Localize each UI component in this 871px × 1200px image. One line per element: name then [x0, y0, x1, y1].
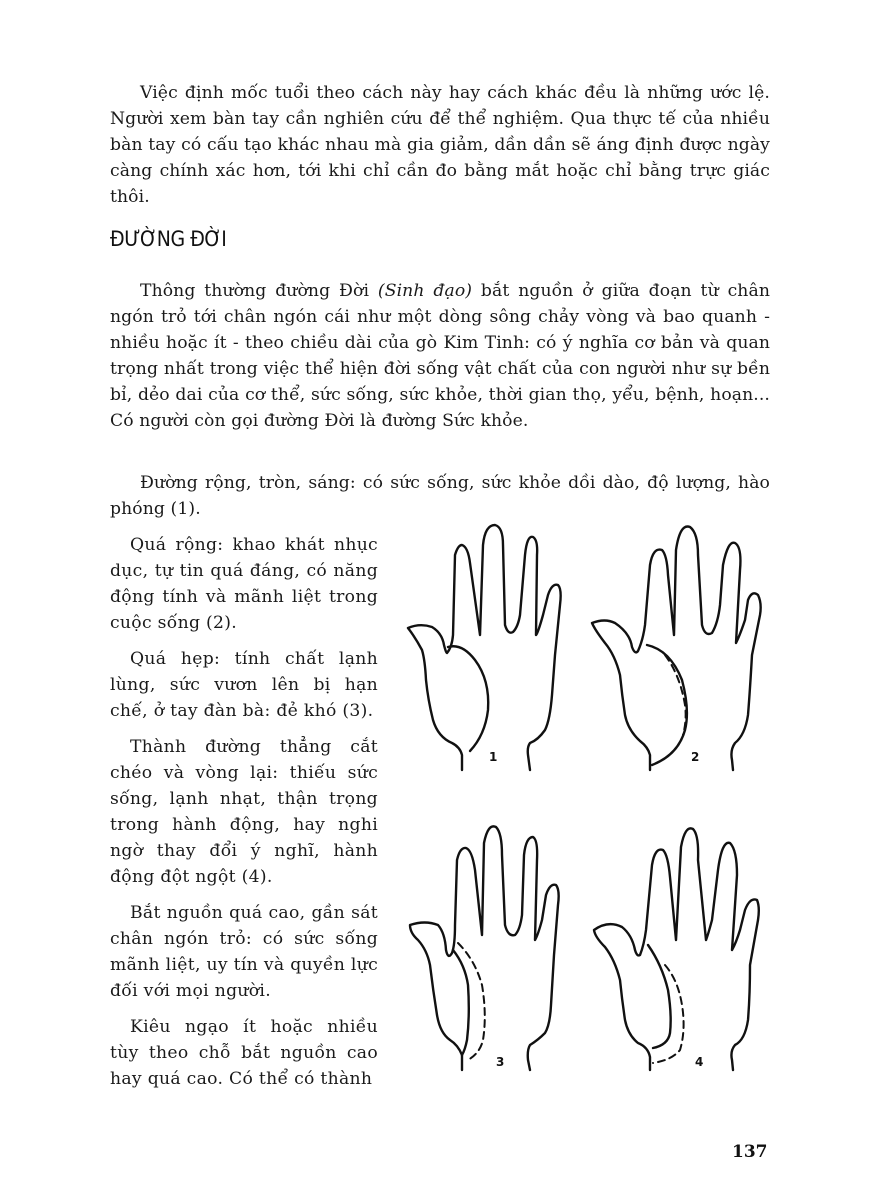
main-text-start: Thông thường đường Đời	[140, 281, 378, 301]
column-paragraph-too-narrow: Quá hẹp: tính chất lạnh lùng, sức vươn lên bị hạn chế, ở tay đàn bà: đẻ khó (3).	[110, 649, 378, 721]
main-text-rest: bắt nguồn ở giữa đoạn từ chân ngón trỏ tới chân ngón cái như một dòng sông chảy vòng và bao quanh - nhiều hoặc ít - theo chiều dài của gò Kim Tinh: có ý nghĩa cơ bản và quan trọng nhất trong việc thể hiện đời sống vật chất của con người như sự bền bỉ, dẻo dai của cơ thể, sức sống, sức khỏe, thời gian thọ, yểu, bệnh, hoạn... Có người còn gọi đường Đời là đường Sức khỏe.	[110, 281, 770, 431]
life-line-intro-paragraph	[110, 278, 770, 434]
section-heading: ĐƯỜNG ĐỜI	[110, 227, 227, 251]
page-number: 137	[732, 1142, 768, 1162]
column-paragraph-too-wide: Quá rộng: khao khát nhục dục, tự tin quá đáng, có năng động tính và mãnh liệt trong cuộc sống (2).	[110, 535, 378, 633]
figure-label-3: 3	[496, 1055, 505, 1069]
figure-label-1: 1	[489, 750, 498, 764]
main-paragraph-text	[110, 278, 770, 434]
hand-2-icon	[400, 515, 770, 775]
main-text-italic-term: (Sinh đạo)	[377, 281, 473, 301]
hand-4-icon	[400, 815, 770, 1085]
hand-figures-bottom-row	[400, 815, 770, 1085]
column-paragraph-arrogance: Kiêu ngạo ít hoặc nhiều tùy theo chỗ bắt nguồn cao hay quá cao. Có thể có thành	[110, 1017, 378, 1089]
column-paragraph-straight-crossing: Thành đường thẳng cắt chéo và vòng lại: thiếu sức sống, lạnh nhạt, thận trọng trong hành động, hay nghi ngờ thay đổi ý nghĩ, hành động đột ngột (4).	[110, 737, 378, 887]
wide-line-text: Đường rộng, tròn, sáng: có sức sống, sức khỏe dồi dào, độ lượng, hào phóng (1).	[110, 473, 770, 519]
hand-figures-top-row	[400, 515, 770, 775]
intro-paragraph	[110, 80, 770, 210]
left-text-column	[110, 532, 378, 1092]
column-paragraph-high-origin: Bắt nguồn quá cao, gần sát chân ngón trỏ: có sức sống mãnh liệt, uy tín và quyền lực đối với mọi người.	[110, 903, 378, 1001]
figure-label-2: 2	[691, 750, 700, 764]
intro-text: Việc định mốc tuổi theo cách này hay cách khác đều là những ước lệ. Người xem bàn tay cần nghiên cứu để thể nghiệm. Qua thực tế của nhiều bàn tay có cấu tạo khác nhau mà gia giảm, dần dần sẽ áng định được ngày càng chính xác hơn, tới khi chỉ cần đo bằng mắt hoặc chỉ bằng trực giác thôi.	[110, 83, 770, 207]
figure-label-4: 4	[695, 1055, 704, 1069]
